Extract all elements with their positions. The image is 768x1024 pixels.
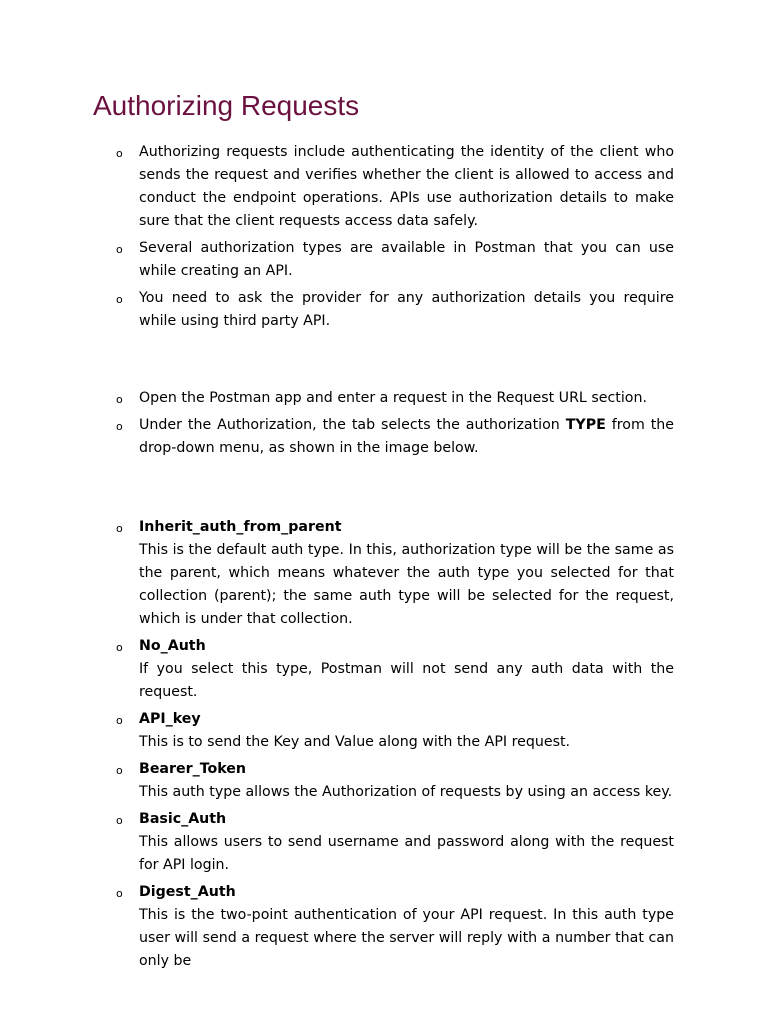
step-open-app: Open the Postman app and enter a request in the Request URL section. (139, 390, 647, 406)
steps-list (0, 387, 768, 464)
auth-type-name: Inherit_auth_from_parent (139, 519, 342, 535)
list-item (0, 414, 674, 460)
bullet-icon: o (116, 887, 123, 900)
auth-type-description: This allows users to send username and password along with the request for API login. (139, 834, 674, 873)
intro-text: Authorizing requests include authenticating the identity of the client who sends the request and verifies whether the client is allowed to access and conduct the endpoint operations. APIs use authorization details to make sure that the client requests access data safely. (139, 144, 674, 229)
list-item (0, 287, 674, 333)
auth-type-item (0, 808, 674, 877)
bullet-icon: o (116, 147, 123, 160)
bullet-icon: o (116, 764, 123, 777)
auth-type-description: This auth type allows the Authorization of requests by using an access key. (139, 784, 673, 800)
step-text: from the drop-down menu, as shown in the image below. (139, 417, 674, 456)
bullet-icon: o (116, 641, 123, 654)
intro-list (0, 141, 768, 337)
auth-type-description: This is the default auth type. In this, authorization type will be the same as the parent, which means whatever the auth type you selected for that collection (parent); the same auth type will be selected for the request, which is under that collection. (139, 542, 674, 627)
bullet-icon: o (116, 522, 123, 535)
list-item (0, 387, 674, 410)
auth-types-list (0, 516, 768, 977)
auth-type-item (0, 708, 674, 754)
step-text: Under the Authorization, the tab selects the authorization (139, 417, 566, 433)
auth-type-description: This is the two-point authentication of your API request. In this auth type user will send a request where the server will reply with a number that can only be (139, 907, 674, 969)
auth-type-item (0, 516, 674, 631)
intro-text: You need to ask the provider for any authorization details you require while using third party API. (139, 290, 674, 329)
bullet-icon: o (116, 243, 123, 256)
type-keyword: TYPE (565, 417, 606, 433)
auth-type-item (0, 635, 674, 704)
auth-type-item (0, 881, 674, 973)
bullet-icon: o (116, 714, 123, 727)
bullet-icon: o (116, 293, 123, 306)
auth-type-description: This is to send the Key and Value along with the API request. (139, 734, 571, 750)
auth-type-name: Digest_Auth (139, 884, 236, 900)
auth-type-name: No_Auth (139, 638, 206, 654)
intro-text: Several authorization types are available in Postman that you can use while creating an API. (139, 240, 674, 279)
auth-type-name: API_key (139, 711, 201, 727)
bullet-icon: o (116, 420, 123, 433)
page-title: Authorizing Requests (93, 90, 360, 121)
bullet-icon: o (116, 393, 123, 406)
list-item (0, 141, 674, 233)
list-item (0, 237, 674, 283)
step-auth-tab (139, 414, 674, 460)
auth-type-item (0, 758, 674, 804)
auth-type-description: If you select this type, Postman will not send any auth data with the request. (139, 661, 674, 700)
auth-type-name: Basic_Auth (139, 811, 227, 827)
bullet-icon: o (116, 814, 123, 827)
auth-type-name: Bearer_Token (139, 761, 247, 777)
